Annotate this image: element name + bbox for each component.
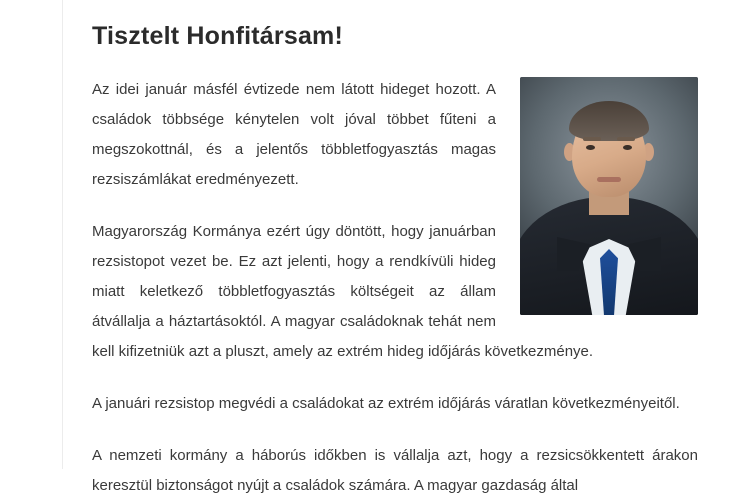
paragraph: A nemzeti kormány a háborús időkben is vállalja azt, hogy a rezsicsökkentett árakon keresztül biztonságot nyújt a családok számára. A magyar gazdaság által	[92, 447, 698, 494]
page-title: Tisztelt Honfitársam!	[92, 22, 344, 50]
paragraph: Az idei január másfél évtizede nem látott hideget hozott. A családok többsége kénytelen volt jóval többet fűteni a megszokottnál, és a jelentős többletfogyasztás magas rezsiszámlákat eredményezett.	[92, 81, 496, 188]
left-margin	[0, 0, 63, 469]
document-content	[62, 0, 732, 494]
portrait-eye-right	[623, 145, 632, 150]
paragraph: Magyarország Kormánya ezért úgy döntött, hogy januárban rezsistopot vezet be. Ez azt jelenti, hogy a rendkívüli hideg miatt keletkező többletfogyasztás költségeit az állam átvállalja a háztartásoktól. A magyar családoknak tehát nem kell kifizetniük azt a pluszt, amely az extrém hideg időjárás következménye.	[92, 223, 594, 360]
portrait-eyebrow-right	[617, 137, 635, 141]
paragraph: A januári rezsistop megvédi a családokat az extrém időjárás váratlan következményeitől.	[92, 395, 680, 412]
letter-body	[62, 51, 732, 501]
portrait-mouth	[597, 177, 621, 182]
right-margin	[732, 0, 750, 469]
portrait-photo	[520, 77, 698, 315]
portrait-eye-left	[586, 145, 595, 150]
portrait-eyebrow-left	[583, 137, 601, 141]
